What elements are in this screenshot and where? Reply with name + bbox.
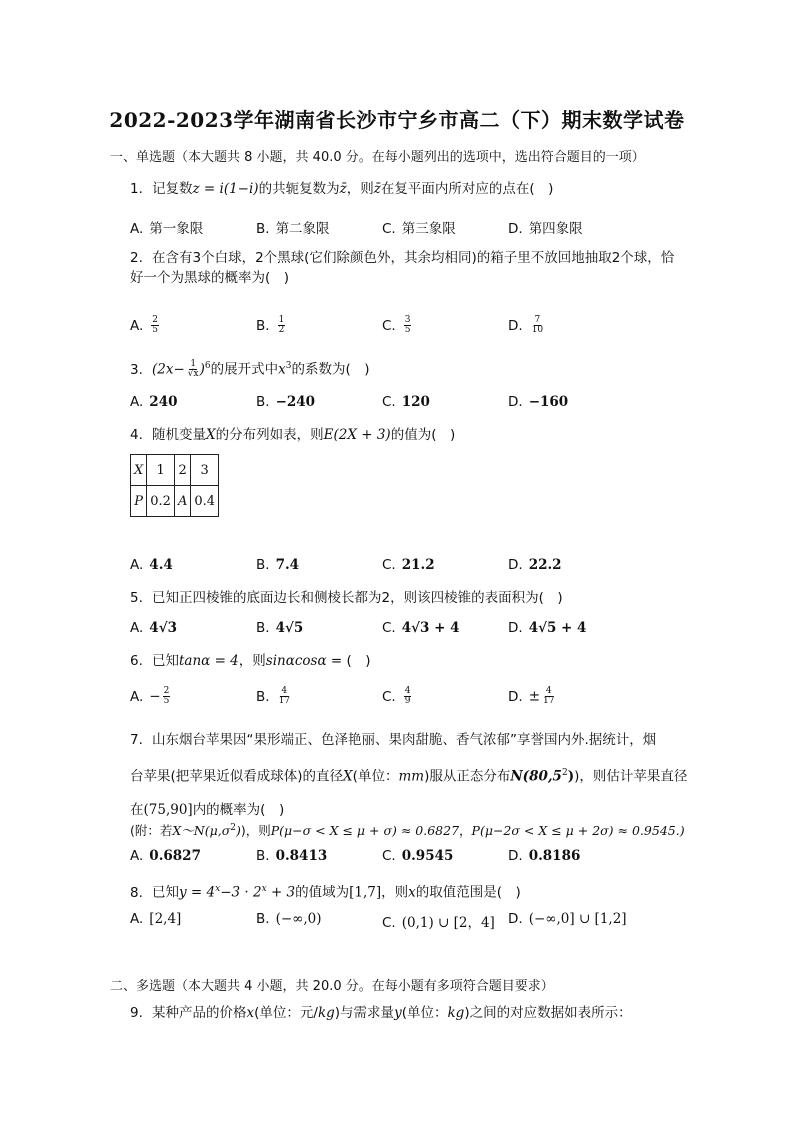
option-c[interactable]: C. $\frac{4}{9}$ — [382, 686, 411, 706]
option-b[interactable]: B. 4√5 — [256, 620, 304, 636]
section-heading-single-choice: 一、单选题（本大题共 8 小题，共 40.0 分。在每小题列出的选项中，选出符合题目的一项） — [110, 150, 645, 165]
question-2: 2. 在含有3个白球，2个黑球(它们除颜色外，其余均相同)的箱子里不放回地抽取2个球，恰 好一个为黑球的概率为( ) — [130, 250, 675, 286]
option-d[interactable]: D. 22.2 — [508, 557, 562, 573]
option-d[interactable]: D. 0.8186 — [508, 848, 581, 864]
option-d[interactable]: D. 4√5 + 4 — [508, 620, 587, 636]
question-4: 4. 随机变量X的分布列如表，则E(2X + 3)的值为( ) — [130, 427, 456, 443]
question-7-options — [130, 848, 730, 868]
question-7-note: (附：若$X\sim N(\mu,\sigma^2)$)，则P(μ−σ < X ≤ μ + σ) ≈ 0.6827，P(μ−2σ < X ≤ μ + 2σ) ≈ 0.9545.) — [130, 823, 685, 839]
question-5-options — [130, 620, 730, 640]
option-a[interactable]: A. − $\frac{2}{5}$ — [130, 686, 170, 706]
option-c[interactable]: C. 0.9545 — [382, 848, 454, 864]
table-cell: 0.4 — [191, 486, 219, 517]
table-cell: 1 — [147, 455, 175, 486]
option-a[interactable]: A. 4√3 — [130, 620, 177, 636]
option-d[interactable]: D. $\frac{7}{10}$ — [508, 315, 544, 335]
question-3-options — [130, 394, 730, 414]
option-a[interactable]: A. [2,4] — [130, 911, 182, 927]
table-cell: 0.2 — [147, 486, 175, 517]
option-d[interactable]: D. 第四象限 — [508, 221, 583, 237]
table-cell: 2 — [174, 455, 190, 486]
option-b[interactable]: B. (−∞,0) — [256, 911, 322, 927]
question-3: 3. (2x− $\frac{1}{√x}$ )$^6$的展开式中$x^3$的系数为( ) — [130, 359, 370, 379]
option-a[interactable]: A. $\frac{2}{5}$ — [130, 315, 159, 335]
question-4-options — [130, 557, 730, 577]
option-d[interactable]: D. ± $\frac{4}{17}$ — [508, 686, 555, 706]
option-b[interactable]: B. $\frac{4}{17}$ — [256, 686, 291, 706]
option-a[interactable]: A. 4.4 — [130, 557, 173, 573]
option-a[interactable]: A. 第一象限 — [130, 221, 204, 237]
section-heading-multiple-choice: 二、多选题（本大题共 4 小题，共 20.0 分。在每小题有多项符合题目要求） — [110, 979, 554, 994]
option-c[interactable]: C. 21.2 — [382, 557, 435, 573]
question-6-options — [130, 687, 730, 707]
table-cell: 3 — [191, 455, 219, 486]
question-6: 6. 已知tanα = 4，则sinαcosα = ( ) — [130, 653, 371, 669]
table-cell: A — [174, 486, 190, 517]
question-5: 5. 已知正四棱锥的底面边长和侧棱长都为2，则该四棱锥的表面积为( ) — [130, 590, 563, 606]
page-title: 2022-2023学年湖南省长沙市宁乡市高二（下）期末数学试卷 — [109, 108, 685, 132]
option-b[interactable]: B. 0.8413 — [256, 848, 328, 864]
option-c[interactable]: C. (0,1) ∪ [2，4] — [382, 915, 495, 931]
question-8: 8. 已知$y = 4^x-3 \cdot 2^x + 3$的值域为[1,7]，则x的取值范围是( ) — [130, 884, 521, 901]
distribution-table — [130, 454, 219, 517]
table-cell: P — [131, 486, 147, 517]
option-d[interactable]: D. (−∞,0] ∪ [1,2] — [508, 911, 627, 927]
question-2-options — [130, 316, 730, 336]
option-a[interactable]: A. 240 — [130, 394, 178, 410]
option-c[interactable]: C. $\frac{3}{5}$ — [382, 315, 411, 335]
option-d[interactable]: D. −160 — [508, 394, 569, 410]
option-c[interactable]: C. 第三象限 — [382, 221, 456, 237]
table-row — [131, 455, 219, 486]
option-c[interactable]: C. 4√3 + 4 — [382, 620, 460, 636]
option-a[interactable]: A. 0.6827 — [130, 848, 201, 864]
option-b[interactable]: B. 7.4 — [256, 557, 300, 573]
table-cell: X — [131, 455, 147, 486]
question-9: 9. 某种产品的价格x(单位：元/kg)与需求量y(单位：kg)之间的对应数据如表所示： — [130, 1005, 632, 1021]
option-b[interactable]: B. $\frac{1}{2}$ — [256, 315, 285, 335]
question-7: 7. 山东烟台苹果因“果形端正、色泽艳丽、果肉甜脆、香气浓郁”享誉国内外.据统计，烟 台苹果(把苹果近似看成球体)的直径X(单位：mm)服从正态分布N(80,5$^2$))，则估计苹果直径 在(75,90]内的概率为( ) — [130, 732, 688, 818]
question-1: 1. 记复数z = i(1−i)的共轭复数为z̄，则z̄在复平面内所对应的点在( ) — [130, 181, 554, 197]
table-row — [131, 486, 219, 517]
question-8-options — [130, 911, 730, 931]
option-b[interactable]: B. 第二象限 — [256, 221, 330, 237]
question-1-options — [130, 217, 730, 237]
option-b[interactable]: B. −240 — [256, 394, 316, 410]
option-c[interactable]: C. 120 — [382, 394, 430, 410]
